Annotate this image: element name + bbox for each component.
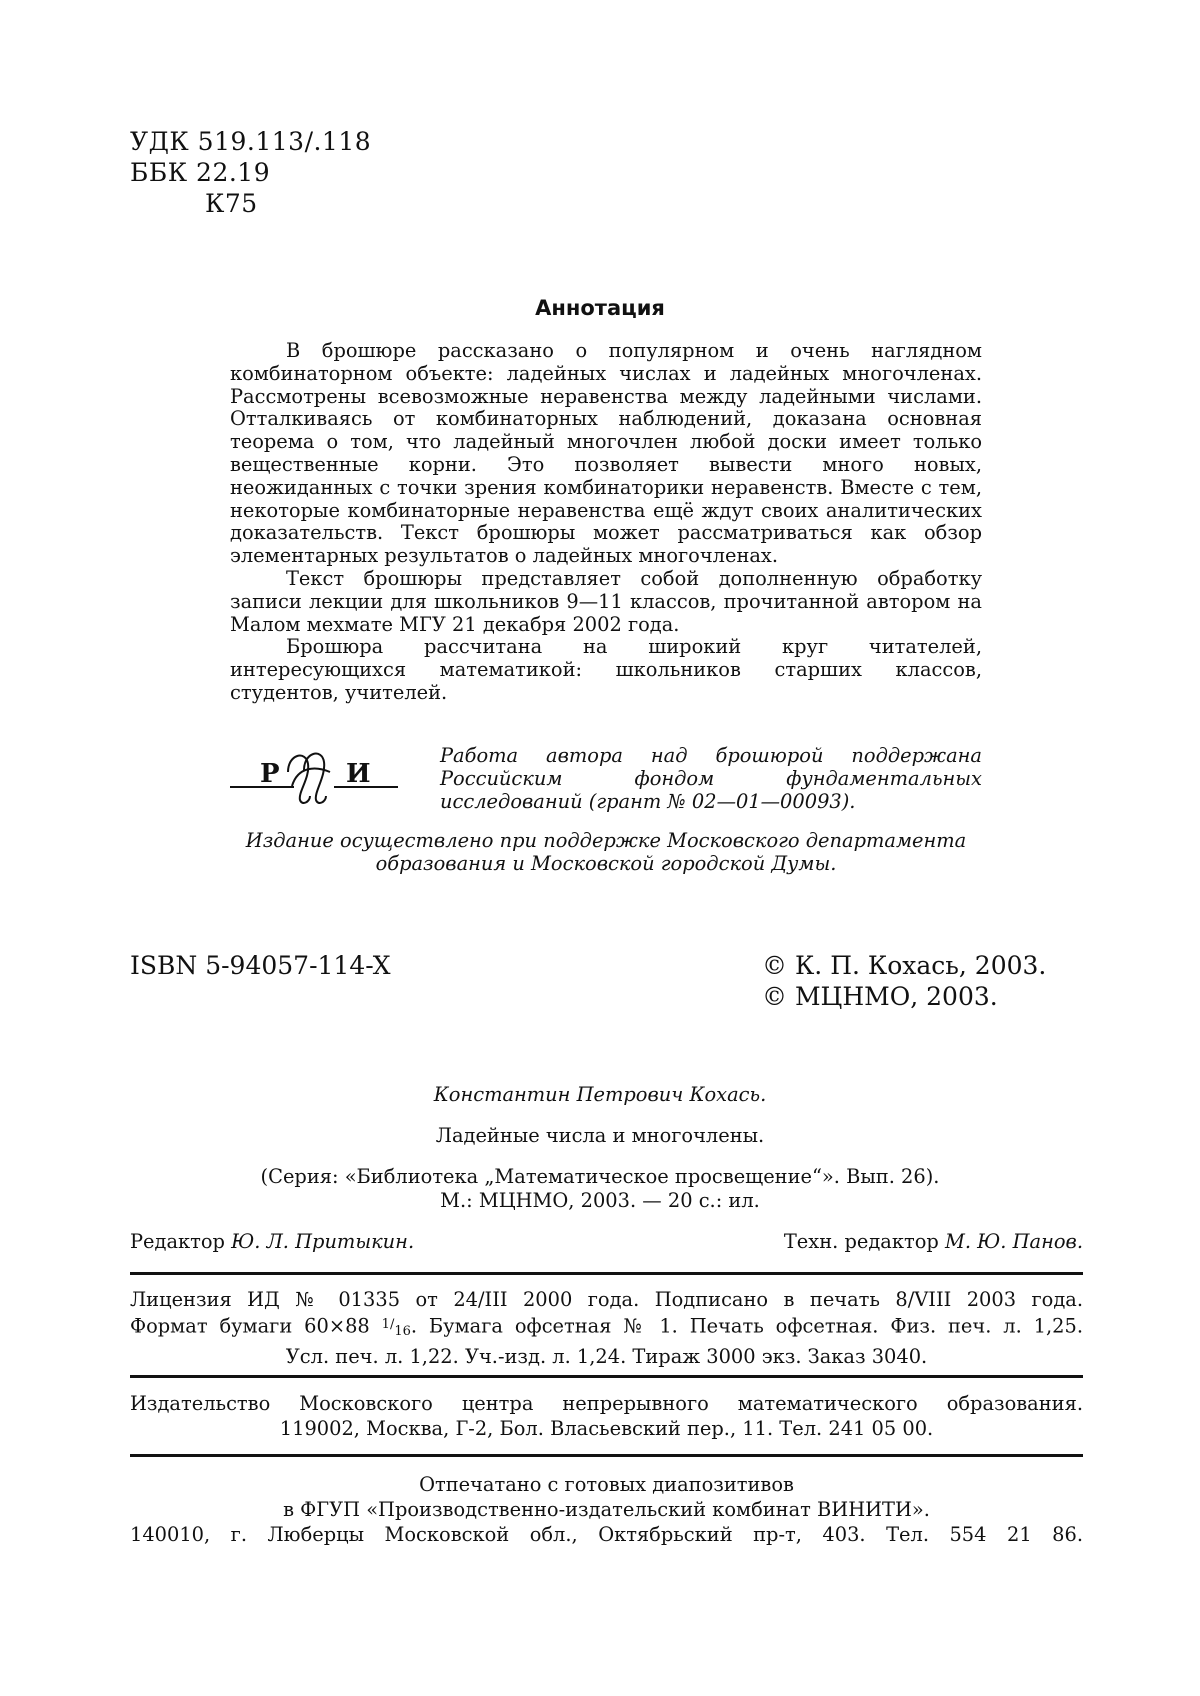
copyright-line: © К. П. Кохась, 2003. [762, 951, 1047, 980]
annotation-paragraph: Текст брошюры представляет собой дополненную обработку записи лекции для школьников 9—11 классов, прочитанной автором на Малом мехмате МГУ 21 декабря 2002 года. [230, 566, 982, 636]
license-line: Лицензия ИД № 01335 от 24/III 2000 года. Подписано в печать 8/VIII 2003 года. [130, 1288, 1083, 1311]
publisher-address: 119002, Москва, Г-2, Бол. Власьевский пер., 11. Тел. 241 05 00. [279, 1417, 934, 1440]
divider [130, 1272, 1083, 1275]
divider [130, 1454, 1083, 1457]
publication-line: М.: МЦНМО, 2003. — 20 с.: ил. [440, 1189, 760, 1212]
annotation-title: Аннотация [535, 296, 665, 320]
editor-label: Редактор [130, 1230, 225, 1253]
paper-fraction: 1/16 [381, 1317, 411, 1340]
svg-text:И: И [346, 759, 371, 789]
publisher-name: Издательство Московского центра непрерывного математического образования. [130, 1392, 1083, 1415]
grant-note: Работа автора над брошюрой поддержана Российским фондом фундаментальных исследований (грант № 02—01—00093). [440, 744, 982, 813]
copyright-block [762, 950, 1046, 1012]
publisher-block [130, 1391, 1083, 1441]
book-title: Ладейные числа и многочлены. [435, 1124, 765, 1147]
editor-name: Ю. Л. Притыкин. [231, 1230, 415, 1253]
paper-format-text: Формат бумаги 60×88 [130, 1314, 370, 1338]
paper-format-line [130, 1312, 1083, 1344]
fraction-numerator: 1 [381, 1317, 390, 1332]
series-info [0, 1165, 1200, 1213]
printer-address: 140010, г. Люберцы Московской обл., Октябрьский пр-т, 403. Тел. 554 21 86. [130, 1523, 1083, 1546]
udk-code: УДК 519.113/.118 [130, 127, 372, 156]
bbk-code: ББК 22.19 [130, 158, 271, 187]
printer-line: в ФГУП «Производственно-издательский комбинат ВИНИТИ». [283, 1498, 930, 1521]
support-note: Издание осуществлено при поддержке Московского департамента образования и Московской городской Думы. [245, 829, 967, 875]
fraction-denominator: 16 [394, 1324, 411, 1340]
print-run-line: Усл. печ. л. 1,22. Уч.-изд. л. 1,24. Тираж 3000 экз. Заказ 3040. [285, 1345, 928, 1369]
copyright-line: © МЦНМО, 2003. [762, 982, 998, 1011]
divider [130, 1375, 1083, 1378]
annotation-paragraph: В брошюре рассказано о популярном и очень наглядном комбинаторном объекте: ладейных числах и ладейных многочленах. Рассмотрены всевозможные неравенства между ладейными числами. Отталкиваясь от комбинаторных наблюдений, доказана основная теорема о том, что ладейный многочлен любой доски имеет только вещественные корни. Это позволяет вывести много новых, неожиданных с точки зрения комбинаторики неравенств. Вместе с тем, некоторые комбинаторные неравенства ещё ждут своих аналитических доказательств. Текст брошюры может рассматриваться как обзор элементарных результатов о ладейных многочленах. [230, 339, 982, 568]
annotation-body [230, 340, 982, 705]
author-mark: К75 [205, 189, 258, 218]
rffi-logo [228, 742, 400, 808]
classification-block [130, 126, 371, 219]
printer-block [130, 1472, 1083, 1547]
annotation-paragraph: Брошюра рассчитана на широкий круг читателей, интересующихся математикой: школьников старших классов, студентов, учителей. [230, 635, 982, 704]
series-line: (Серия: «Библиотека „Математическое просвещение“». Вып. 26). [260, 1165, 940, 1188]
author-name: Константин Петрович Кохась. [433, 1083, 767, 1106]
tech-editor-label: Техн. редактор [783, 1230, 939, 1253]
tech-editor [784, 1230, 1083, 1253]
license-block [130, 1287, 1083, 1369]
printer-line: Отпечатано с готовых диапозитивов [419, 1473, 794, 1496]
editor [130, 1230, 414, 1253]
editors-line [130, 1230, 1083, 1253]
svg-text:Р: Р [260, 759, 280, 789]
paper-format-rest: . Бумага офсетная № 1. Печать офсетная. Физ. печ. л. 1,25. [410, 1314, 1083, 1338]
isbn: ISBN 5-94057-114-X [130, 951, 391, 980]
tech-editor-name: М. Ю. Панов. [944, 1230, 1083, 1253]
